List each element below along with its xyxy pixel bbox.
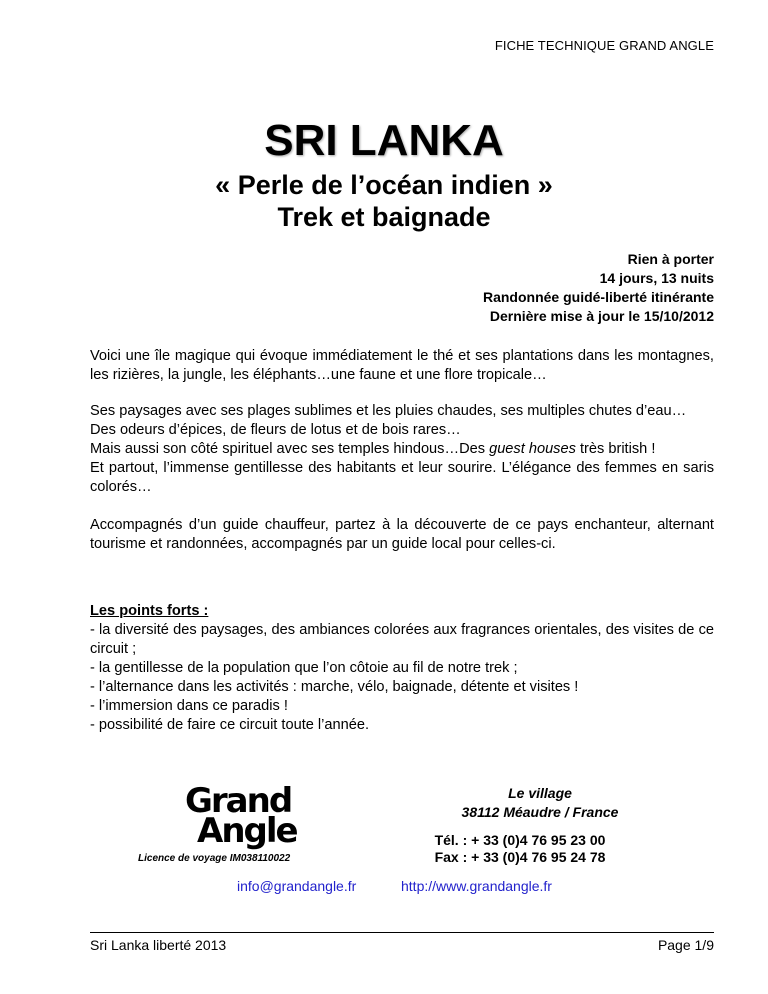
intro-paragraph-2 [90, 402, 714, 497]
footer-document-name: Sri Lanka liberté 2013 [90, 937, 227, 953]
highlight-item: - l’alternance dans les activités : marche, vélo, baignade, détente et visites ! [90, 679, 579, 695]
meta-line-4: Dernière mise à jour le 15/10/2012 [489, 308, 714, 324]
page-subtitle-1: « Perle de l’océan indien » [215, 170, 553, 200]
meta-line-2: 14 jours, 13 nuits [599, 270, 714, 286]
meta-line-1: Rien à porter [627, 251, 714, 267]
intro-text-2c-end: très british ! [575, 441, 656, 457]
intro-text-3: Accompagnés d’un guide chauffeur, partez à la découverte de ce pays enchanteur, alternant tourisme et randonnées, accompagnés par un guide local pour celles-ci. [90, 517, 714, 552]
logo-line-2: Angle [197, 811, 297, 851]
highlights-section [90, 602, 714, 735]
logo-line-1: Grand [185, 781, 292, 821]
intro-text-2b: Des odeurs d’épices, de fleurs de lotus et de bois rares… [90, 422, 461, 438]
intro-text-2c-start: Mais aussi son côté spirituel avec ses temples hindous…Des [90, 441, 490, 457]
address-line-1: Le village [508, 785, 572, 801]
intro-paragraph-1 [90, 347, 714, 385]
intro-text-2c [90, 440, 714, 459]
address-block [440, 784, 640, 822]
page-title: SRI LANKA [264, 116, 504, 165]
grand-angle-logo [185, 781, 297, 851]
highlights-title: Les points forts : [90, 603, 209, 619]
licence-number: Licence de voyage IM038110022 [138, 853, 291, 864]
phone-number: Tél. : + 33 (0)4 76 95 23 00 [434, 832, 606, 848]
page-subtitle-2: Trek et baignade [277, 202, 491, 232]
website-link[interactable]: http://www.grandangle.fr [401, 878, 552, 894]
highlight-item: - la diversité des paysages, des ambiances colorées aux fragrances orientales, des visites de ce circuit ; [90, 622, 714, 657]
intro-text-2c-italic: guest houses [489, 441, 576, 457]
header-label: FICHE TECHNIQUE GRAND ANGLE [494, 38, 714, 53]
highlight-item: - l’immersion dans ce paradis ! [90, 698, 288, 714]
intro-text-2d: Et partout, l’immense gentillesse des habitants et leur sourire. L’élégance des femmes en saris colorés… [90, 460, 714, 495]
phone-block [400, 832, 640, 866]
meta-line-3: Randonnée guidé-liberté itinérante [482, 289, 714, 305]
highlight-item: - la gentillesse de la population que l’on côtoie au fil de notre trek ; [90, 660, 518, 676]
email-link[interactable]: info@grandangle.fr [237, 878, 357, 894]
fax-number: Fax : + 33 (0)4 76 95 24 78 [434, 849, 606, 865]
intro-text-2a: Ses paysages avec ses plages sublimes et les pluies chaudes, ses multiples chutes d’eau… [90, 403, 687, 419]
intro-text-1: Voici une île magique qui évoque immédiatement le thé et ses plantations dans les montagnes, les rizières, la jungle, les éléphants…une faune et une flore tropicale… [90, 348, 714, 383]
footer-page-number: Page 1/9 [657, 937, 714, 953]
address-line-2: 38112 Méaudre / France [461, 804, 619, 820]
footer-divider [90, 932, 714, 933]
highlight-item: - possibilité de faire ce circuit toute l’année. [90, 717, 370, 733]
meta-info [483, 250, 714, 326]
intro-paragraph-3 [90, 516, 714, 554]
